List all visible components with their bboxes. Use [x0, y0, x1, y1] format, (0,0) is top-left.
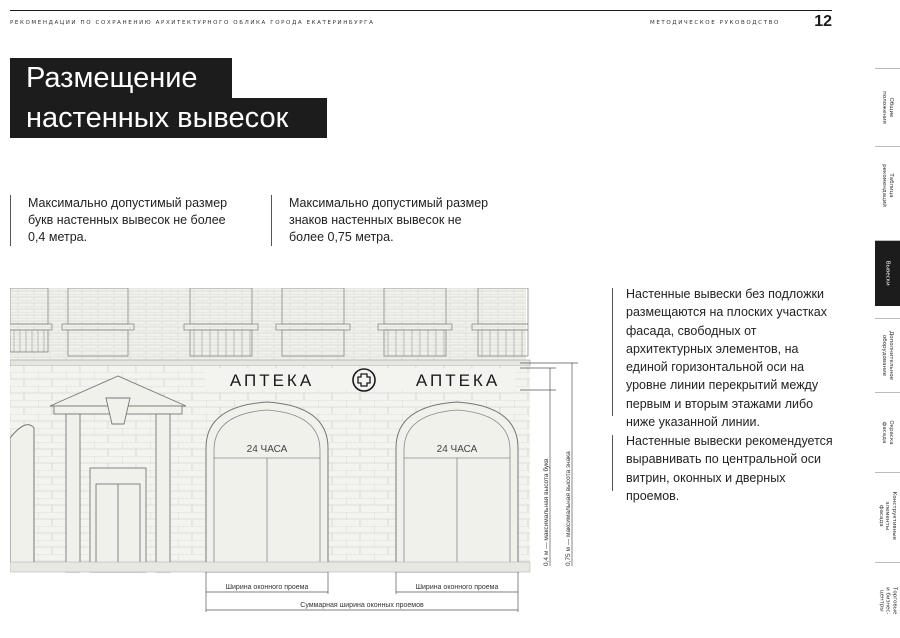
- dim-total-label: Суммарная ширина оконных проемов: [300, 602, 424, 609]
- facade-drawing: [10, 288, 582, 628]
- paragraph-rule: [612, 288, 613, 416]
- dim-signs-label: 0,75 м — максимальная высота знака: [565, 451, 572, 566]
- page-number: 12: [814, 13, 832, 30]
- window-text-1: 24 ЧАСА: [246, 444, 288, 455]
- paragraph-alignment: Настенные вывески рекомендуется выравнивать по центральной оси витрин, оконных и дверных проемов.: [626, 434, 833, 503]
- sign-text-right: АПТЕКА: [415, 371, 501, 390]
- tab-general[interactable]: Общие положения: [875, 68, 900, 146]
- entrance-portal: [50, 376, 186, 572]
- tab-facade-elements[interactable]: Конструктивные элементы фасада: [875, 472, 900, 558]
- paragraph-rule: [612, 435, 613, 491]
- dim-letters-label: 0,4 м — максимальная высота букв: [543, 458, 550, 566]
- page-title: [10, 58, 327, 138]
- tab-signs[interactable]: Вывески: [875, 240, 900, 306]
- header-document-title: РЕКОМЕНДАЦИИ ПО СОХРАНЕНИЮ АРХИТЕКТУРНОГО ОБЛИКА ГОРОДА ЕКАТЕРИНБУРГА: [10, 20, 375, 26]
- section-sidebar: [875, 68, 900, 638]
- tab-facade-paint[interactable]: Окраска фасада: [875, 392, 900, 472]
- page-title-line-2: настенных вывесок: [10, 98, 327, 138]
- shop-window-1: [206, 402, 328, 572]
- fact-letter-size: Максимально допустимый размер букв настенных вывесок не более 0,4 метра.: [10, 195, 240, 246]
- dim-width-label-1: Ширина оконного проема: [225, 584, 309, 591]
- paragraph-placement: Настенные вывески без подложки размещаются на плоских участках фасада, свободных от архитектурных элементов, на единой горизонтальной оси на уровне линии перекрытий между первым и вторым этажами либо ниже указанной линии.: [626, 287, 827, 430]
- window-text-2: 24 ЧАСА: [436, 444, 478, 455]
- shop-window-2: [396, 402, 518, 572]
- page-header: [10, 10, 832, 32]
- sign-text-left: АПТЕКА: [229, 371, 315, 390]
- fact-sign-size: Максимально допустимый размер знаков настенных вывесок не более 0,75 метра.: [271, 195, 491, 246]
- tab-business-centers[interactable]: Торговые и бизнес-центры: [875, 562, 900, 638]
- pharmacy-cross-icon: [353, 369, 375, 391]
- page-title-line-1: Размещение: [10, 58, 232, 98]
- tab-equipment[interactable]: Дополнительное оборудование: [875, 318, 900, 392]
- tab-recommendations[interactable]: Таблица рекомендаций: [875, 146, 900, 224]
- header-section-label: МЕТОДИЧЕСКОЕ РУКОВОДСТВО: [650, 20, 780, 26]
- dim-width-label-2: Ширина оконного проема: [415, 584, 499, 591]
